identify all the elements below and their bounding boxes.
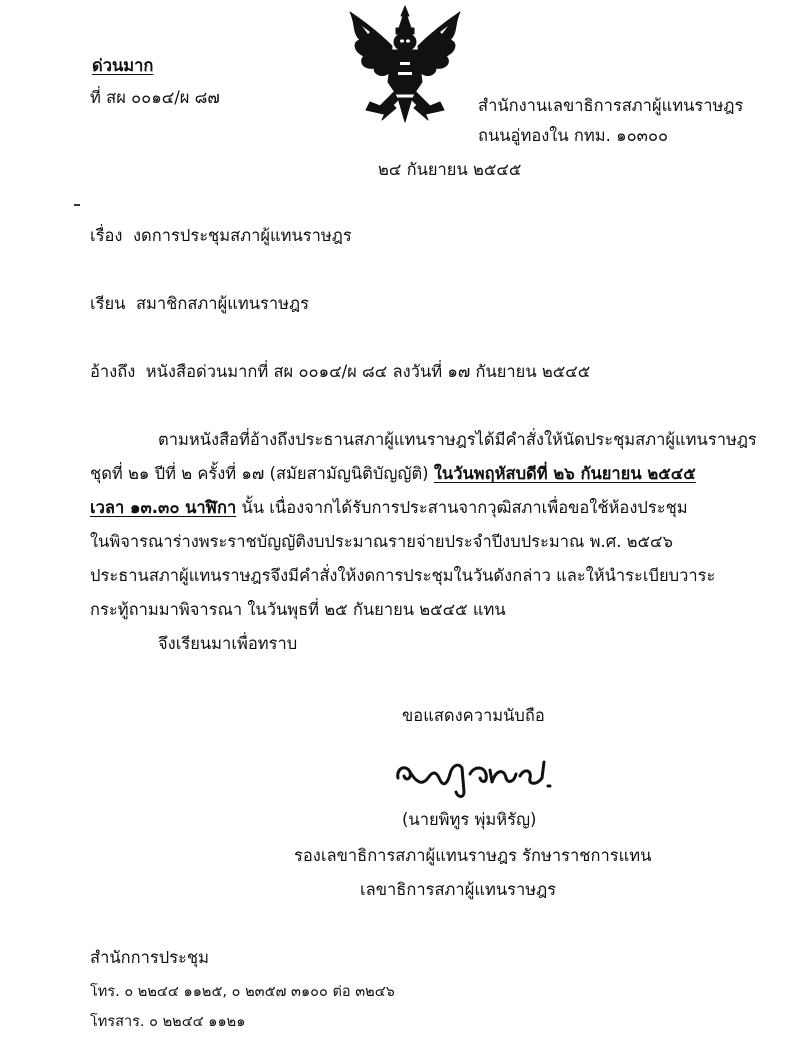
body-line-3	[90, 498, 688, 518]
body-line-3-rest: นั้น เนื่องจากได้รับการประสานจากวุฒิสภาเพื่อขอใช้ห้องประชุม	[241, 498, 688, 517]
reference-text: หนังสือด่วนมากที่ สผ ๐๐๑๔/ผ ๘๔ ลงวันที่ ๑๗ กันยายน ๒๕๔๕	[145, 362, 591, 381]
reference-label: อ้างถึง	[90, 362, 136, 381]
body-line-1: ตามหนังสือที่อ้างถึงประธานสภาผู้แทนราษฎรได้มีคำสั่งให้นัดประชุมสภาผู้แทนราษฎร	[158, 430, 757, 449]
body-line-4: ในพิจารณาร่างพระราชบัญญัติงบประมาณรายจ่ายประจำปีงบประมาณ พ.ศ. ๒๕๔๖	[90, 532, 674, 551]
body-line-6: กระทู้ถามมาพิจารณา ในวันพุธที่ ๒๕ กันยายน ๒๕๔๕ แทน	[90, 600, 506, 619]
signatory-position-2: เลขาธิการสภาผู้แทนราษฎร	[360, 880, 557, 899]
recipient-label: เรียน	[90, 294, 126, 313]
subject-text: งดการประชุมสภาผู้แทนราษฎร	[132, 226, 352, 245]
body-line-2	[90, 464, 696, 484]
garuda-emblem-icon	[340, 2, 470, 126]
reference-number: ที่ สผ ๐๐๑๔/ผ ๘๗	[90, 88, 220, 107]
office-name: สำนักงานเลขาธิการสภาผู้แทนราษฎร	[478, 96, 744, 115]
urgency-label: ด่วนมาก	[92, 56, 154, 75]
handwritten-signature	[392, 748, 564, 800]
fax-number: โทรสาร. ๐ ๒๒๔๔ ๑๑๒๑	[90, 1014, 246, 1030]
recipient-text: สมาชิกสภาผู้แทนราษฎร	[135, 294, 309, 313]
complimentary-close: ขอแสดงความนับถือ	[402, 706, 545, 725]
department-name: สำนักการประชุม	[90, 948, 209, 967]
phone-numbers: โทร. ๐ ๒๒๔๔ ๑๑๒๕, ๐ ๒๓๕๗ ๓๑๐๐ ต่อ ๓๒๔๖	[90, 984, 395, 1000]
reference-line	[90, 362, 590, 382]
body-line-5: ประธานสภาผู้แทนราษฎรจึงมีคำสั่งให้งดการประชุมในวันดังกล่าว และให้นำระเบียบวาระ	[90, 566, 716, 585]
session-info: ชุดที่ ๒๑ ปีที่ ๒ ครั้งที่ ๑๗ (สมัยสามัญนิติบัญญัติ)	[90, 464, 429, 483]
meeting-date-emphasis: ในวันพฤหัสบดีที่ ๒๖ กันยายน ๒๕๔๕	[433, 464, 696, 483]
subject-label: เรื่อง	[90, 226, 123, 245]
closing-line: จึงเรียนมาเพื่อทราบ	[158, 634, 298, 653]
signatory-position-1: รองเลขาธิการสภาผู้แทนราษฎร รักษาราชการแทน	[294, 846, 652, 865]
scan-mark	[74, 204, 80, 206]
recipient-line	[90, 294, 309, 314]
subject-line	[90, 226, 352, 246]
office-address: ถนนอู่ทองใน กทม. ๑๐๓๐๐	[478, 126, 669, 145]
meeting-time-emphasis: เวลา ๑๓.๓๐ นาฬิกา	[90, 498, 237, 517]
signatory-name: (นายพิทูร พุ่มหิรัญ)	[402, 810, 537, 829]
letter-date: ๒๔ กันยายน ๒๕๔๕	[378, 160, 522, 179]
